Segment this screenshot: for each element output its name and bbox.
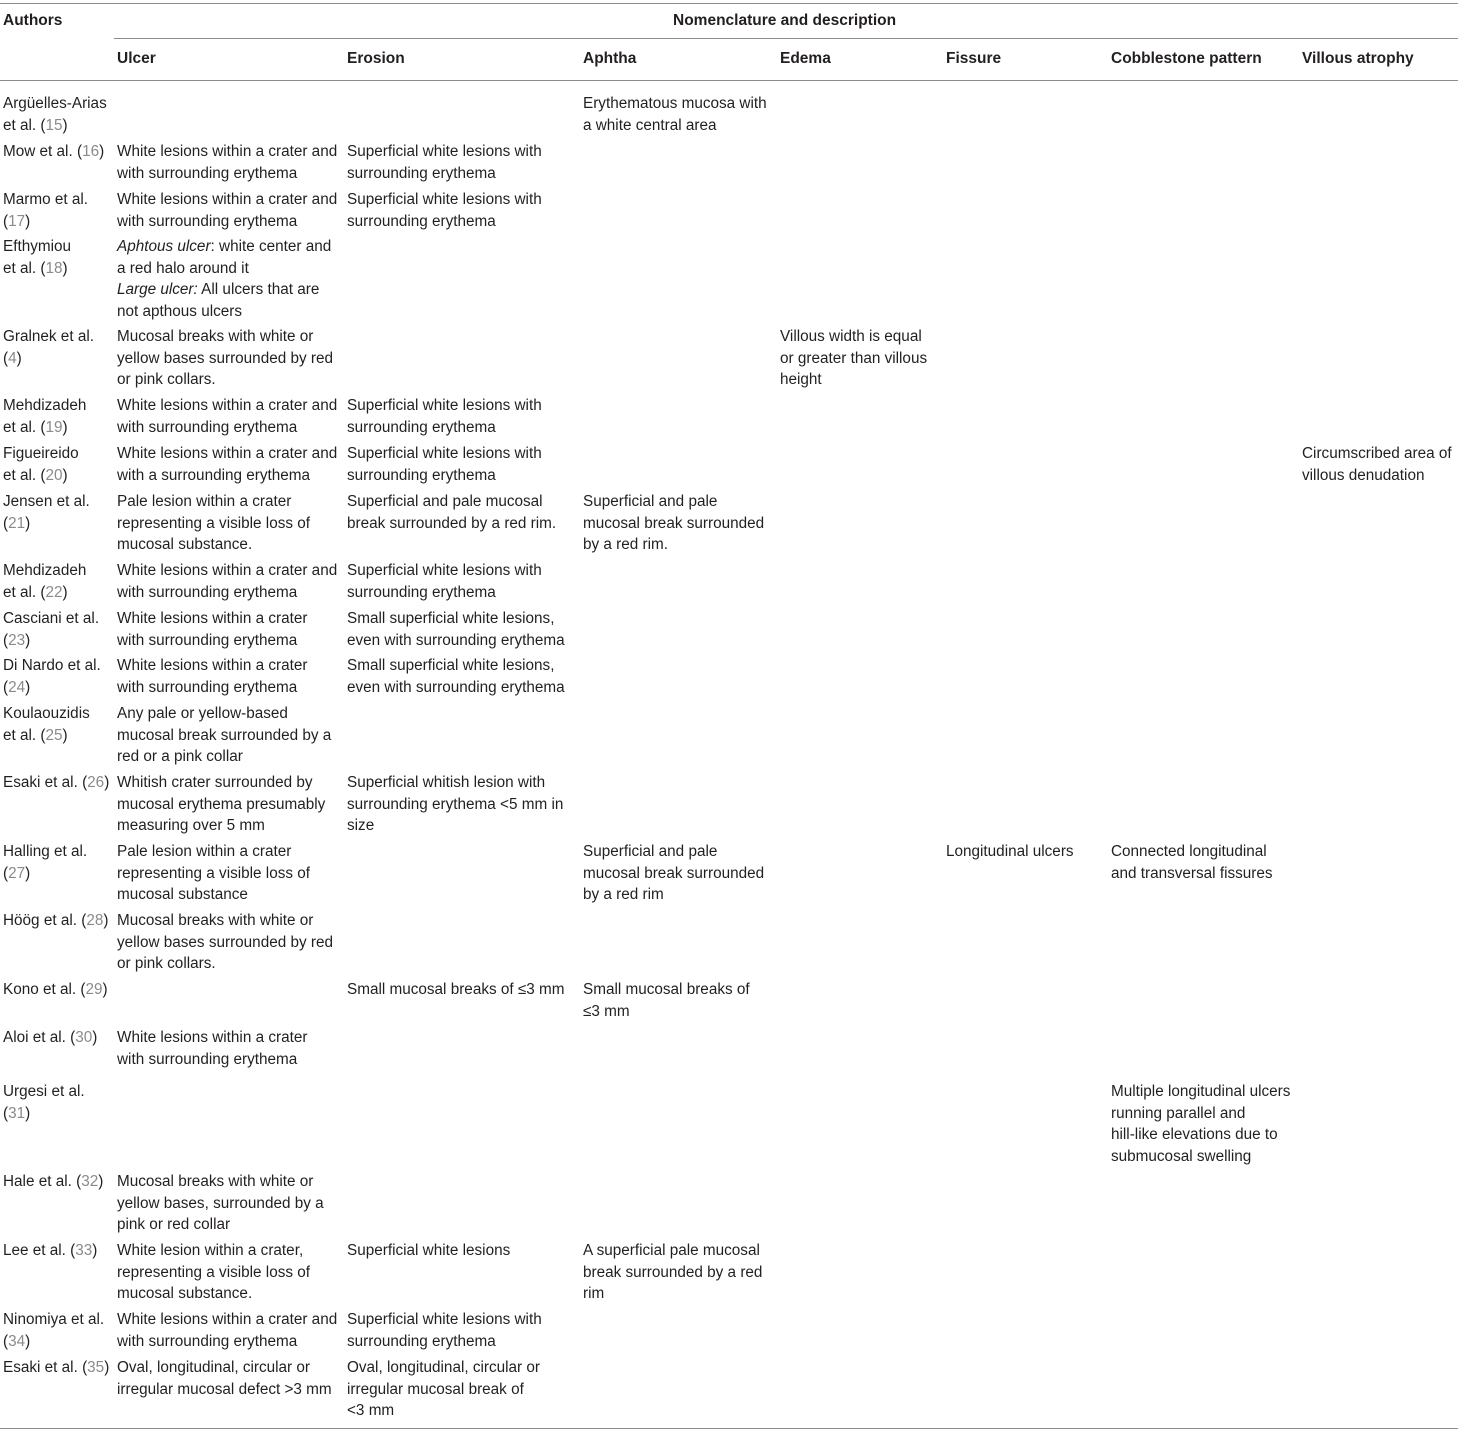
ulcer-cell: White lesion within a crater, representing a visible loss of mucosal substance. — [117, 1242, 311, 1303]
villous-atrophy-cell: Circumscribed area of villous denudation — [1302, 445, 1452, 484]
erosion-cell: Superficial whitish lesion with surrounding erythema <5 mm in size — [347, 774, 564, 835]
header-erosion: Erosion — [347, 50, 405, 67]
author-name-suffix: ) — [92, 1029, 98, 1046]
author-name: Aloi et al. ( — [3, 1029, 76, 1046]
ulcer-cell: White lesions within a crater and with surrounding erythema — [117, 191, 338, 230]
author-cell — [3, 655, 101, 698]
ulcer-cell: Oval, longitudinal, circular or irregular mucosal defect >3 mm — [117, 1359, 332, 1398]
ulcer-cell: Pale lesion within a crater representing a visible loss of mucosal substance — [117, 843, 311, 904]
author-name-suffix: ) — [104, 1359, 110, 1376]
author-name-suffix: ) — [62, 466, 68, 484]
cobblestone-cell: Connected longitudinal and transversal fissures — [1111, 843, 1273, 882]
header-ulcer: Ulcer — [117, 50, 156, 67]
ulcer-description-aphtous: : white center and a red halo around it — [117, 238, 332, 277]
author-name-suffix: ) — [102, 981, 108, 998]
erosion-cell: Superficial white lesions with surrounding erythema — [347, 1311, 542, 1350]
ulcer-cell: White lesions within a crater and with surrounding erythema — [117, 143, 338, 182]
author-cell — [3, 326, 94, 369]
author-name-suffix: ) — [25, 678, 31, 696]
reference-number: 28 — [86, 912, 104, 929]
author-name-suffix: ) — [104, 774, 110, 791]
header-edema: Edema — [780, 50, 831, 67]
reference-number: 31 — [8, 1104, 26, 1122]
fissure-cell: Longitudinal ulcers — [946, 843, 1074, 860]
header-nomenclature-group: Nomenclature and description — [673, 12, 897, 29]
aphtha-cell: Superficial and pale mucosal break surrounded by a red rim. — [583, 493, 765, 554]
ulcer-cell: White lesions within a crater with surrounding erythema — [117, 1029, 308, 1068]
reference-number: 30 — [75, 1029, 93, 1046]
author-name: Mehdizadeh et al. ( — [3, 562, 87, 601]
reference-number: 4 — [8, 349, 17, 367]
author-name: Casciani et al. ( — [3, 610, 100, 649]
ulcer-cell: White lesions within a crater with surrounding erythema — [117, 657, 308, 696]
author-cell — [3, 189, 88, 232]
author-name: Marmo et al. ( — [3, 191, 89, 230]
author-cell — [3, 443, 79, 486]
author-name: Lee et al. ( — [3, 1242, 76, 1259]
author-name: Ninomiya et al. ( — [3, 1311, 105, 1350]
author-name-suffix: ) — [103, 912, 109, 929]
author-cell — [3, 560, 86, 603]
aphtha-cell: Small mucosal breaks of ≤3 mm — [583, 981, 750, 1020]
reference-number: 25 — [45, 726, 63, 744]
erosion-cell: Superficial white lesions with surrounding erythema — [347, 445, 542, 484]
ulcer-cell: White lesions within a crater and with a surrounding erythema — [117, 445, 338, 484]
header-authors: Authors — [3, 12, 63, 29]
author-cell — [3, 141, 104, 163]
author-name-suffix: ) — [25, 864, 31, 882]
reference-number: 33 — [75, 1242, 93, 1259]
author-name: Koulaouzidis et al. ( — [3, 705, 90, 744]
author-name-suffix: ) — [62, 116, 68, 134]
author-name-suffix: ) — [98, 1173, 104, 1190]
ulcer-description-large: All ulcers that are not apthous ulcers — [117, 281, 320, 320]
erosion-cell: Superficial white lesions with surrounding erythema — [347, 143, 542, 182]
reference-number: 18 — [45, 259, 63, 277]
author-name-suffix: ) — [16, 349, 22, 367]
author-name-suffix: ) — [62, 583, 68, 601]
author-name: Urgesi et al. ( — [3, 1083, 85, 1122]
author-name: Esaki et al. ( — [3, 774, 88, 791]
author-cell — [3, 491, 90, 534]
author-name: Mow et al. ( — [3, 143, 83, 160]
reference-number: 35 — [87, 1359, 105, 1376]
reference-number: 20 — [45, 466, 63, 484]
ulcer-cell: Mucosal breaks with white or yellow bases surrounded by red or pink collars. — [117, 328, 333, 389]
author-cell — [3, 1171, 103, 1193]
group-header-rule — [114, 38, 1458, 39]
edema-cell: Villous width is equal or greater than villous height — [780, 328, 928, 389]
header-bottom-rule — [0, 80, 1458, 81]
author-cell — [3, 1240, 97, 1262]
reference-number: 27 — [8, 864, 26, 882]
reference-number: 21 — [8, 514, 26, 532]
author-name: Argüelles-Arias et al. ( — [3, 95, 107, 134]
aphtha-cell: A superficial pale mucosal break surrounded by a red rim — [583, 1242, 763, 1303]
author-name: Mehdizadeh et al. ( — [3, 397, 87, 436]
author-cell — [3, 236, 71, 279]
reference-number: 29 — [85, 981, 103, 998]
author-cell — [3, 93, 107, 136]
erosion-cell: Superficial white lesions with surrounding erythema — [347, 191, 542, 230]
erosion-cell: Small mucosal breaks of ≤3 mm — [347, 981, 565, 998]
erosion-cell: Superficial white lesions with surrounding erythema — [347, 562, 542, 601]
reference-number: 26 — [87, 774, 105, 791]
ulcer-cell: White lesions within a crater and with surrounding erythema — [117, 1311, 338, 1350]
author-name-suffix: ) — [25, 1332, 31, 1350]
cobblestone-cell: Multiple longitudinal ulcers running parallel and hill-like elevations due to submucosal swelling — [1111, 1083, 1291, 1165]
author-name: Halling et al. ( — [3, 843, 88, 882]
author-cell — [3, 1357, 109, 1379]
author-name-suffix: ) — [25, 1104, 31, 1122]
header-villous-atrophy: Villous atrophy — [1302, 50, 1414, 67]
ulcer-cell: White lesions within a crater with surrounding erythema — [117, 610, 308, 649]
reference-number: 24 — [8, 678, 26, 696]
author-cell — [3, 910, 108, 932]
reference-number: 34 — [8, 1332, 26, 1350]
ulcer-cell: Any pale or yellow-based mucosal break surrounded by a red or a pink collar — [117, 705, 332, 766]
author-cell — [3, 772, 109, 794]
ulcer-cell — [117, 236, 331, 322]
author-name: Hale et al. ( — [3, 1173, 82, 1190]
header-cobblestone: Cobblestone pattern — [1111, 50, 1262, 67]
aphtha-cell: Superficial and pale mucosal break surrounded by a red rim — [583, 843, 765, 904]
reference-number: 19 — [45, 418, 63, 436]
erosion-cell: Oval, longitudinal, circular or irregular mucosal break of <3 mm — [347, 1359, 540, 1420]
table-bottom-rule — [0, 1428, 1458, 1429]
author-name: Jensen et al. ( — [3, 493, 90, 532]
erosion-cell: Superficial white lesions — [347, 1242, 511, 1259]
author-cell — [3, 1027, 97, 1049]
erosion-cell: Superficial white lesions with surrounding erythema — [347, 397, 542, 436]
author-cell — [3, 703, 90, 746]
author-name-suffix: ) — [25, 514, 31, 532]
author-name-suffix: ) — [25, 212, 31, 230]
erosion-cell: Superficial and pale mucosal break surrounded by a red rim. — [347, 493, 557, 532]
ulcer-cell: Whitish crater surrounded by mucosal erythema presumably measuring over 5 mm — [117, 774, 326, 835]
author-name-suffix: ) — [62, 726, 68, 744]
author-cell — [3, 979, 108, 1001]
ulcer-cell: White lesions within a crater and with surrounding erythema — [117, 562, 338, 601]
author-name: Di Nardo et al. ( — [3, 657, 101, 696]
ulcer-cell: White lesions within a crater and with surrounding erythema — [117, 397, 338, 436]
ulcer-cell: Mucosal breaks with white or yellow bases, surrounded by a pink or red collar — [117, 1173, 324, 1234]
ulcer-cell: Pale lesion within a crater representing a visible loss of mucosal substance. — [117, 493, 311, 554]
erosion-cell: Small superficial white lesions, even with surrounding erythema — [347, 610, 565, 649]
table-top-rule — [0, 3, 1458, 4]
reference-number: 15 — [45, 116, 63, 134]
author-cell — [3, 1081, 85, 1124]
author-name: Höög et al. ( — [3, 912, 87, 929]
author-name-suffix: ) — [92, 1242, 98, 1259]
author-name: Kono et al. ( — [3, 981, 86, 998]
reference-number: 32 — [81, 1173, 99, 1190]
ulcer-term-large: Large ulcer: — [117, 281, 198, 299]
reference-number: 22 — [45, 583, 63, 601]
author-cell — [3, 1309, 104, 1352]
author-name: Esaki et al. ( — [3, 1359, 88, 1376]
reference-number: 17 — [8, 212, 26, 230]
erosion-cell: Small superficial white lesions, even with surrounding erythema — [347, 657, 565, 696]
ulcer-term-aphtous: Aphtous ulcer — [117, 238, 211, 255]
reference-number: 16 — [82, 143, 100, 160]
author-name: Gralnek et al. ( — [3, 328, 94, 367]
author-name-suffix: ) — [99, 143, 105, 160]
header-fissure: Fissure — [946, 50, 1002, 67]
author-name: Figueireido et al. ( — [3, 445, 79, 484]
author-cell — [3, 608, 99, 651]
header-aphtha: Aphtha — [583, 50, 637, 67]
author-name-suffix: ) — [62, 418, 68, 436]
ulcer-cell: Mucosal breaks with white or yellow bases surrounded by red or pink collars. — [117, 912, 333, 973]
author-name-suffix: ) — [25, 631, 31, 649]
author-cell — [3, 841, 87, 884]
reference-number: 23 — [8, 631, 26, 649]
author-name-suffix: ) — [62, 259, 68, 277]
author-cell — [3, 395, 86, 438]
author-name: Efthymiou et al. ( — [3, 238, 72, 277]
aphtha-cell: Erythematous mucosa with a white central area — [583, 95, 767, 134]
